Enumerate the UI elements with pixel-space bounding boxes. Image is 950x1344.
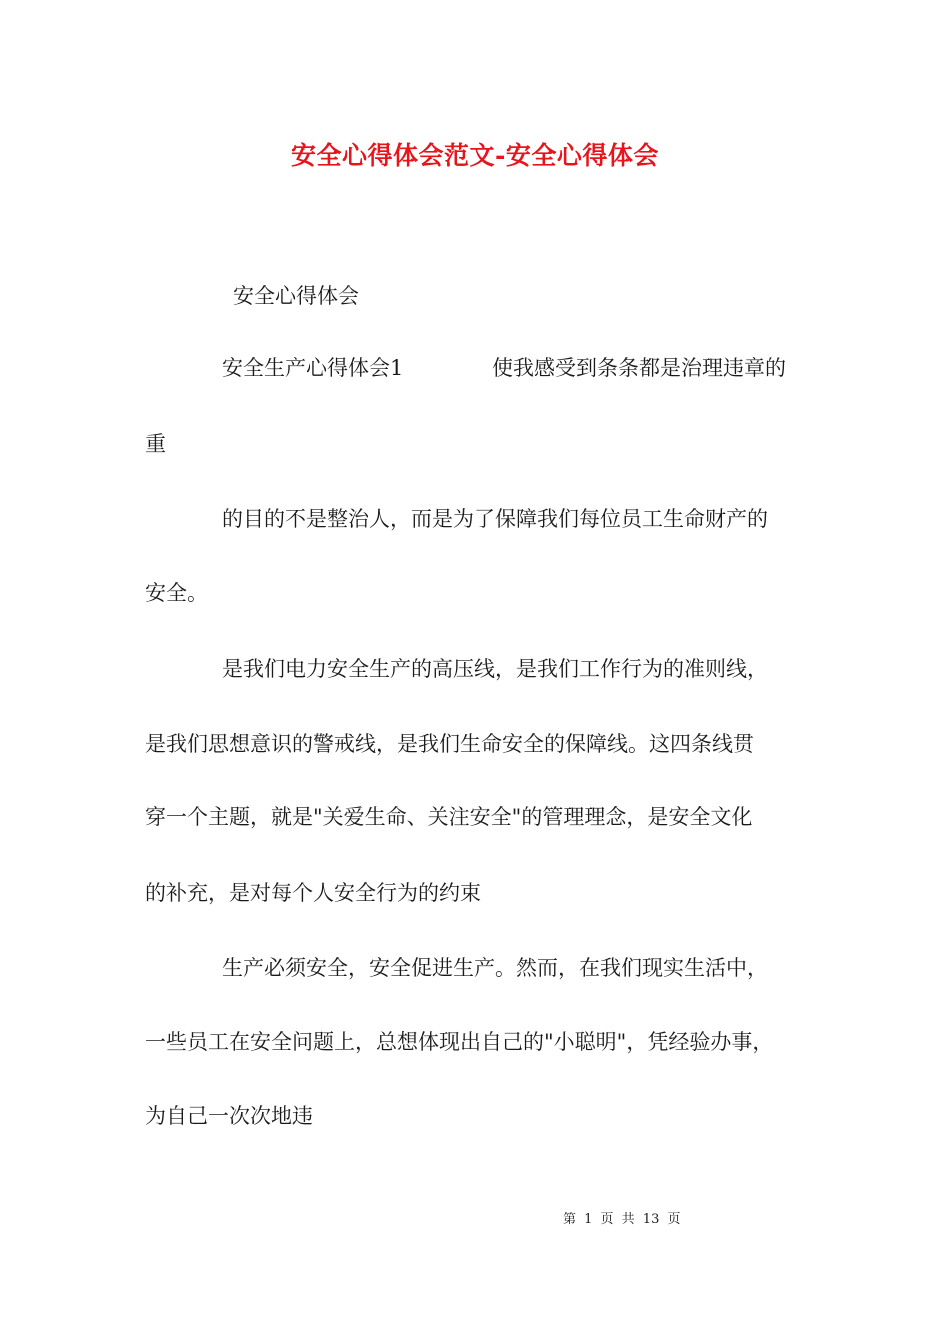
page-number: 第 1 页 共 13 页: [563, 1212, 681, 1227]
paragraph-line: 是我们电力安全生产的高压线，是我们工作行为的准则线，: [222, 657, 768, 681]
paragraph-line: 一些员工在安全问题上，总想体现出自己的"小聪明"，凭经验办事，: [145, 1030, 774, 1054]
paragraph-line: 使我感受到条条都是治理违章的: [492, 356, 786, 380]
paragraph-line: 安全。: [145, 581, 208, 605]
paragraph-line: 为自己一次次地违: [145, 1104, 313, 1128]
paragraph-line: 生产必须安全，安全促进生产。然而，在我们现实生活中，: [222, 956, 768, 980]
paragraph-line: 重: [145, 432, 166, 456]
paragraph-line: 的补充，是对每个人安全行为的约束: [145, 881, 481, 905]
document-title: 安全心得体会范文-安全心得体会: [291, 141, 659, 170]
paragraph-line: 是我们思想意识的警戒线，是我们生命安全的保障线。这四条线贯: [145, 732, 754, 756]
paragraph-line: 安全生产心得体会1: [222, 356, 404, 380]
paragraph-line: 的目的不是整治人，而是为了保障我们每位员工生命财产的: [222, 507, 768, 531]
paragraph-line: 穿一个主题，就是"关爱生命、关注安全"的管理理念，是安全文化: [145, 805, 753, 829]
subheading: 安全心得体会: [233, 284, 359, 308]
